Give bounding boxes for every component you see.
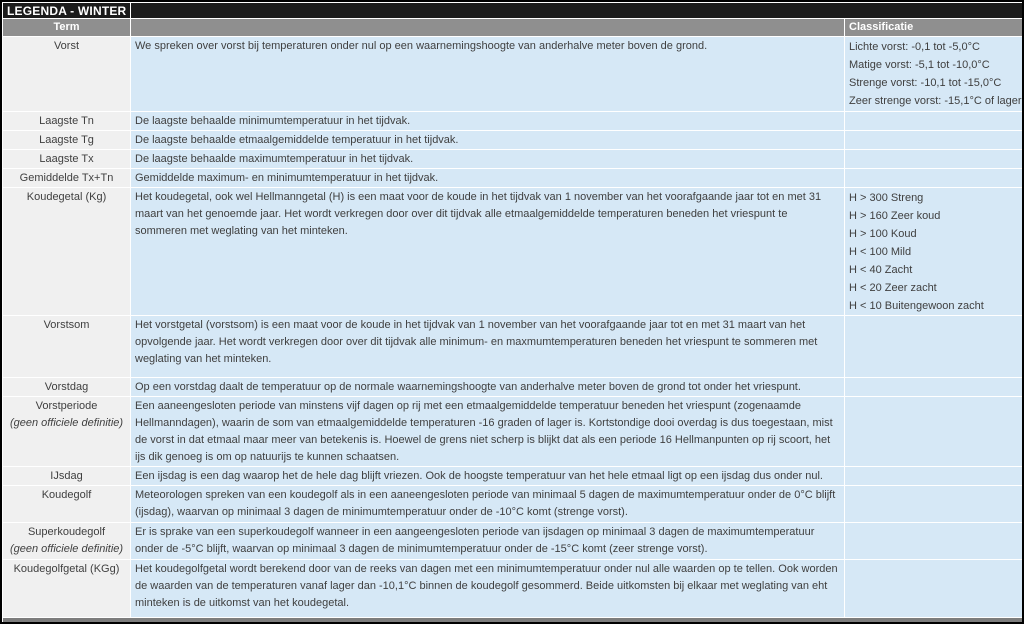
table-row [3,523,1023,560]
classification-list [845,150,1023,169]
term-description: Op een vorstdag daalt de temperatuur op de normale waarnemingshoogte van anderhalve meter boven de grond tot onder het vriespunt. [131,378,845,397]
classification-list [845,486,1023,523]
classification-list [845,169,1023,188]
title-fill [131,3,1023,19]
term-cell [3,316,131,378]
term-description: Het vorstgetal (vorstsom) is een maat voor de koude in het tijdvak van 1 november van het voorafgaande jaar tot en met 31 maart van het opvolgende jaar. Het wordt verkregen door over dit tijdvak alle minimum- en maxmumtemperaturen beneden het vriespunt te sommeren met weglating van het minteken. [131,316,845,378]
classification-item: Lichte vorst: -0,1 tot -5,0°C [849,41,980,53]
table-row [3,112,1023,131]
table-row [3,378,1023,397]
term-note: (geen officiele definitie) [9,543,124,555]
table-row [3,316,1023,378]
footer-bar [3,618,1023,624]
term-description: De laagste behaalde minimumtemperatuur in het tijdvak. [131,112,845,131]
term-cell [3,486,131,523]
footer-bar-cell [3,618,1023,624]
classification-list [845,560,1023,618]
term-label: Laagste Tg [39,134,94,146]
table-row [3,131,1023,150]
term-label: Vorstperiode [35,400,98,412]
column-header-classification: Classificatie [845,19,1023,37]
classification-list [845,467,1023,486]
classification-list [845,378,1023,397]
term-description: De laagste behaalde maximumtemperatuur in het tijdvak. [131,150,845,169]
table-row [3,397,1023,467]
term-description: Een aaneengesloten periode van minstens vijf dagen op rij met een etmaalgemiddelde temperatuur beneden het vriespunt (zogenaamde Hellmanndagen), waarin de som van etmaalgemiddelde temperaturen -16 graden of lager is. Kortstondige dooi overdag is dus toegestaan, mist de vorst in dat etmaal maar meer van betekenis is. Hoewel de grens niet scherp is blijkt dat als een periode 16 Hellmanpunten op rij scoort, het ijs dik genoeg is om op natuurijs te kunnen schaatsen. [131,397,845,467]
classification-item: Strenge vorst: -10,1 tot -15,0°C [849,77,1002,89]
classification-item: H > 160 Zeer koud [849,210,941,222]
table-row [3,37,1023,112]
classification-list [845,37,1023,112]
legend-table [2,2,1023,624]
term-cell [3,169,131,188]
term-description: Er is sprake van een superkoudegolf wanneer in een aangeengesloten periode van ijsdagen op minimaal 3 dagen de maximumtemperatuur onder de -5°C blijft, waarvan op minimaal 3 dagen de minimumtemperatuur onder de -15°C komt (zeer strenge vorst). [131,523,845,560]
term-cell [3,397,131,467]
term-cell [3,188,131,316]
term-description: Meteorologen spreken van een koudegolf als in een aaneengesloten periode van minimaal 5 dagen de maximumtemperatuur onder de 0°C blijft (ijsdag), waarvan op minimaal 3 dagen de minimumtemperatuur onder de -10°C komt (strenge vorst). [131,486,845,523]
term-label: Koudegolfgetal (KGg) [13,563,120,575]
title-row [3,3,1023,19]
classification-item: H < 40 Zacht [849,264,913,276]
table-row [3,467,1023,486]
classification-list [845,523,1023,560]
term-cell [3,37,131,112]
classification-item: Zeer strenge vorst: -15,1°C of lager [849,95,1022,107]
term-description: Een ijsdag is een dag waarop het de hele dag blijft vriezen. Ook de hoogste temperatuur van het hele etmaal ligt op een ijsdag dus onder nul. [131,467,845,486]
classification-item: Matige vorst: -5,1 tot -10,0°C [849,59,990,71]
column-header-middle [131,19,845,37]
term-cell [3,112,131,131]
table-row [3,486,1023,523]
table-title: LEGENDA - WINTER [3,3,131,19]
term-label: IJsdag [50,470,83,482]
header-row [3,19,1023,37]
classification-list [845,131,1023,150]
term-cell [3,523,131,560]
term-label: Laagste Tn [39,115,94,127]
term-note: (geen officiele definitie) [9,417,124,429]
term-label: Vorstsom [43,319,90,331]
classification-list [845,112,1023,131]
column-header-term: Term [3,19,131,37]
classification-item: H > 100 Koud [849,228,917,240]
term-description: We spreken over vorst bij temperaturen onder nul op een waarnemingshoogte van anderhalve meter boven de grond. [131,37,845,112]
term-cell [3,378,131,397]
term-cell [3,560,131,618]
term-label: Vorst [53,40,80,52]
term-label: Koudegetal (Kg) [26,191,107,203]
term-label: Vorstdag [44,381,89,393]
table-row [3,150,1023,169]
term-description: Het koudegetal, ook wel Hellmanngetal (H) is een maat voor de koude in het tijdvak van 1 november van het voorafgaande jaar tot en met 31 maart van het genoemde jaar. Het wordt verkregen door over dit tijdvak alle etmaalgemiddelde temperaturen beneden het vriespunt te sommeren met weglating van het minteken. [131,188,845,316]
classification-list [845,188,1023,316]
term-cell [3,467,131,486]
classification-item: H > 300 Streng [849,192,924,204]
classification-item: H < 100 Mild [849,246,912,258]
term-cell [3,131,131,150]
term-description: Het koudegolfgetal wordt berekend door van de reeks van dagen met een minimumtemperatuur onder nul alle waarden op te tellen. Ook worden de waarden van de temperaturen vanaf lager dan -10,1°C binnen de koudegolf gesommerd. Beide uitkomsten bij elkaar met weglating van eht minteken is de uitkomst van het koudegetal. [131,560,845,618]
classification-item: H < 10 Buitengewoon zacht [849,300,984,312]
term-description: De laagste behaalde etmaalgemiddelde temperatuur in het tijdvak. [131,131,845,150]
table-row [3,169,1023,188]
classification-list [845,397,1023,467]
classification-item: H < 20 Zeer zacht [849,282,937,294]
table-row [3,188,1023,316]
term-label: Laagste Tx [39,153,94,165]
term-description: Gemiddelde maximum- en minimumtemperatuur in het tijdvak. [131,169,845,188]
term-cell [3,150,131,169]
classification-list [845,316,1023,378]
term-label: Superkoudegolf [27,526,106,538]
term-label: Gemiddelde Tx+Tn [19,172,114,184]
table-row [3,560,1023,618]
term-label: Koudegolf [41,489,92,501]
